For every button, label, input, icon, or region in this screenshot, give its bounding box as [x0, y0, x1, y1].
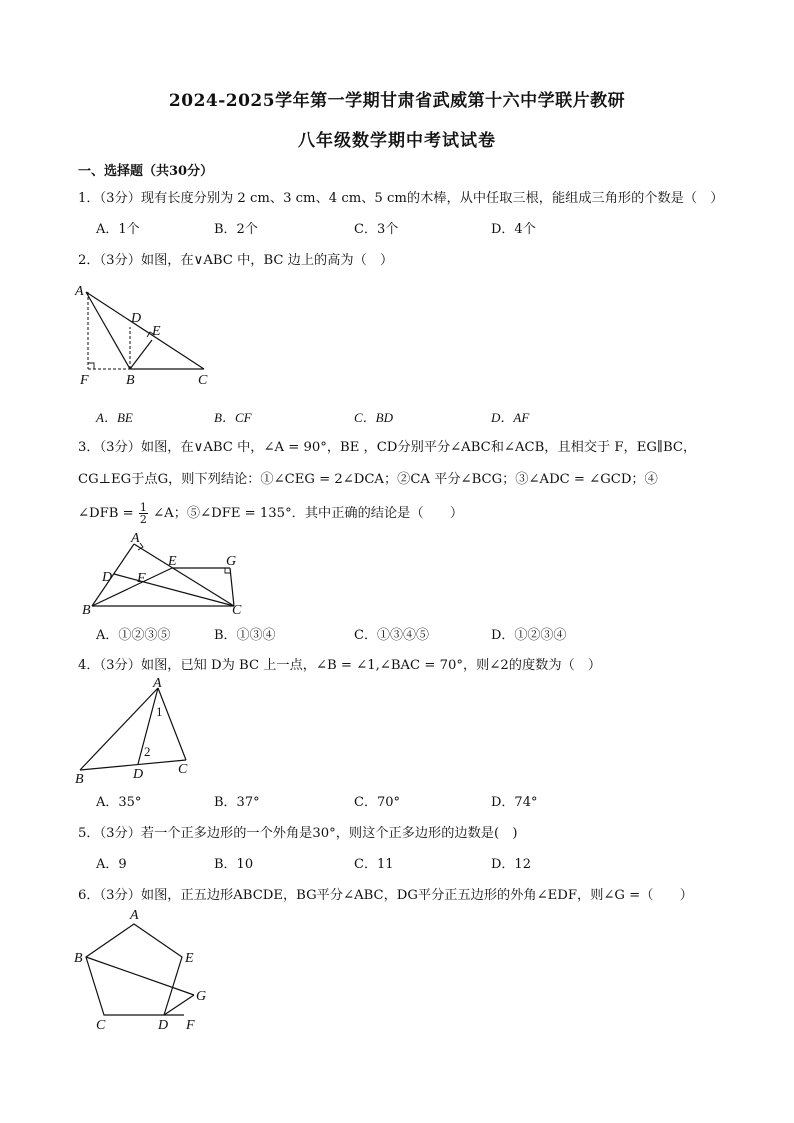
q2-label-c: C: [198, 373, 208, 388]
q5-option-c[interactable]: C．11: [354, 857, 394, 872]
q2-label-b: B: [126, 373, 135, 388]
q4-figure: [72, 676, 202, 786]
q6-label-f: F: [186, 1018, 195, 1033]
q6-line-dg: [164, 995, 194, 1015]
q3-option-c[interactable]: C．①③④⑤: [354, 628, 429, 643]
q6-label-a: A: [130, 908, 139, 923]
q3-label-a: A: [131, 532, 140, 546]
q2-label-e: E: [152, 324, 161, 339]
q3-frac-denominator: 2: [139, 513, 147, 526]
q3-label-b: B: [82, 603, 91, 617]
q3-label-c: C: [232, 603, 242, 617]
q5-option-d[interactable]: D．12: [491, 857, 531, 872]
q2-label-f: F: [80, 373, 89, 388]
question-2-text: 2．（3分）如图，在∨ABC 中，BC 边上的高为（ ）: [78, 253, 394, 268]
q3-line-gc: [230, 568, 234, 606]
q3-label-e: E: [168, 554, 177, 569]
question-3-line2: CG⊥EG于点G，则下列结论：①∠CEG = 2∠DCA；②CA 平分∠BCG；③∠ADC = ∠GCD；④: [78, 472, 658, 487]
q3-line3-post: ∠A；⑤∠DFE = 135°．其中正确的结论是（ ）: [153, 506, 464, 521]
exam-title-line2: 八年级数学期中考试试卷: [298, 131, 496, 151]
q2-label-d: D: [131, 311, 142, 326]
q3-label-g: G: [226, 554, 237, 569]
q5-option-a[interactable]: A．9: [96, 857, 127, 872]
q3-frac-numerator: 1: [139, 501, 147, 514]
q6-pentagon: [86, 924, 182, 1015]
q6-line-bg: [86, 957, 194, 995]
q3-fraction: [139, 502, 148, 525]
q6-label-d: D: [158, 1018, 169, 1033]
q1-option-d[interactable]: D．4个: [491, 222, 536, 237]
q3-line-cd: [114, 574, 234, 606]
q1-option-a[interactable]: A．1个: [96, 222, 140, 237]
q4-option-d[interactable]: D．74°: [491, 795, 538, 810]
q2-option-b[interactable]: B．CF: [214, 410, 252, 425]
section-title: 一、选择题（共30分）: [78, 164, 214, 179]
q4-line-ac: [158, 688, 186, 760]
q3-line-ac: [134, 544, 237, 606]
q2-right-angle-f: [88, 363, 94, 369]
q3-line-ab: [92, 544, 134, 606]
q1-option-c[interactable]: C．3个: [354, 222, 399, 237]
q4-option-c[interactable]: C．70°: [354, 795, 400, 810]
q4-label-b: B: [75, 772, 84, 786]
q3-label-d: D: [102, 570, 113, 585]
q2-figure: [72, 280, 222, 390]
q4-label-angle1: 1: [156, 704, 163, 719]
q6-label-g: G: [196, 989, 207, 1004]
q6-figure: [72, 904, 222, 1034]
question-4-text: 4．（3分）如图，已知 D为 BC 上一点，∠B = ∠1,∠BAC = 70°，则∠2的度数为（ ）: [78, 658, 602, 673]
q4-label-angle2: 2: [144, 744, 151, 759]
q4-label-d: D: [133, 767, 144, 782]
q2-line-ab: [86, 292, 130, 369]
q4-option-a[interactable]: A．35°: [96, 795, 142, 810]
q3-label-f: F: [137, 571, 146, 586]
q2-option-c[interactable]: C．BD: [354, 410, 394, 425]
q3-option-b[interactable]: B．①③④: [214, 628, 276, 643]
q2-line-ac: [86, 292, 204, 369]
q1-option-b[interactable]: B．2个: [214, 222, 258, 237]
q2-option-d[interactable]: D．AF: [491, 410, 530, 425]
q6-label-e: E: [185, 951, 194, 966]
question-1-text: 1．（3分）现有长度分别为 2 cm、3 cm、4 cm、5 cm的木棒，从中任取三根，能组成三角形的个数是（ ）: [78, 191, 724, 206]
q4-label-a: A: [153, 676, 162, 691]
q6-label-b: B: [74, 951, 83, 966]
q3-line3-pre: ∠DFB =: [78, 506, 134, 521]
q2-label-a: A: [75, 284, 84, 299]
q3-option-d[interactable]: D．①②③④: [491, 628, 567, 643]
question-6-text: 6．（3分）如图，正五边形ABCDE，BG平分∠ABC，DG平分正五边形的外角∠EDF，则∠G =（ ）: [78, 888, 693, 903]
question-3-line1: 3．（3分）如图，在∨ABC 中，∠A = 90°，BE ，CD分别平分∠ABC和∠ACB，且相交于 F，EG∥BC，: [78, 440, 697, 455]
q2-line-be: [130, 340, 152, 369]
question-3-line3: [78, 502, 463, 525]
q3-figure: [80, 532, 250, 617]
exam-title-line1: 2024-2025学年第一学期甘肃省武威第十六中学联片教研: [168, 91, 626, 111]
q4-label-c: C: [178, 762, 188, 777]
q4-option-b[interactable]: B．37°: [214, 795, 260, 810]
q3-option-a[interactable]: A．①②③⑤: [96, 628, 171, 643]
q5-option-b[interactable]: B．10: [214, 857, 254, 872]
q6-label-c: C: [96, 1018, 106, 1033]
q2-option-a[interactable]: A．BE: [96, 410, 133, 425]
question-5-text: 5．（3分）若一个正多边形的一个外角是30°，则这个正多边形的边数是( ): [78, 826, 518, 841]
